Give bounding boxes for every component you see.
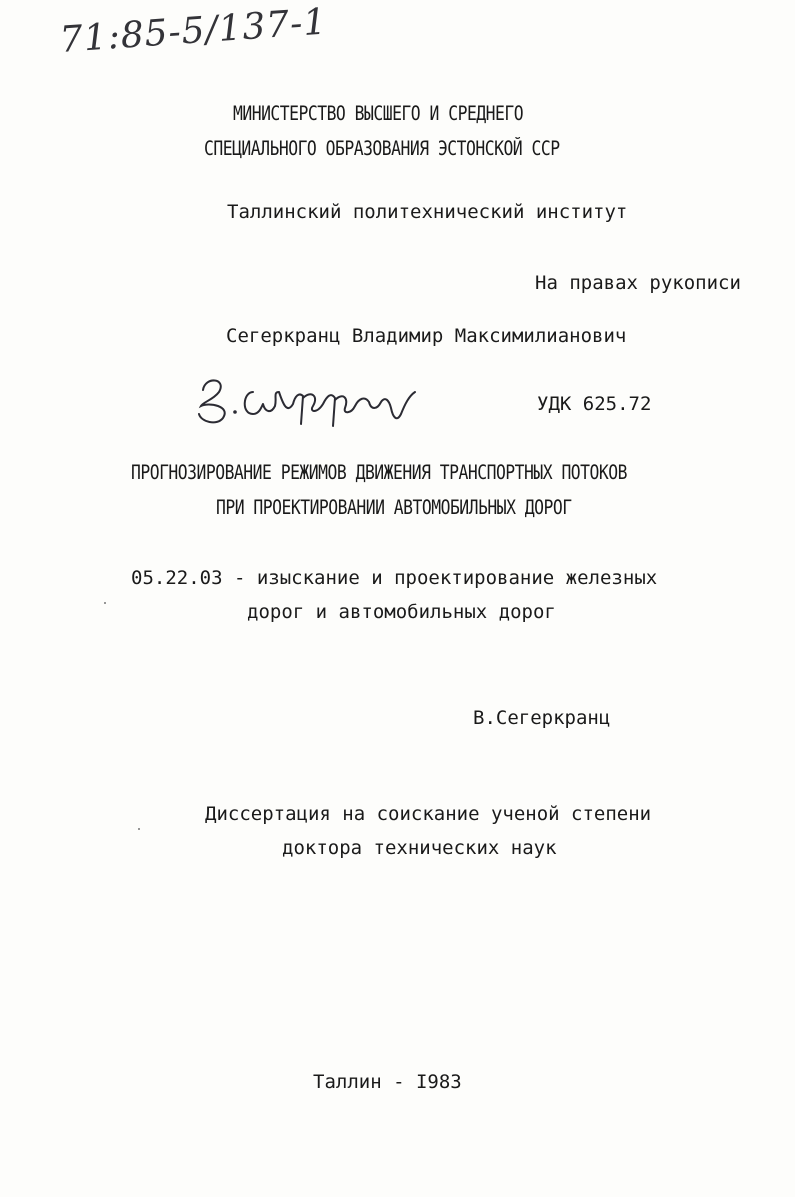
udc-code: УДК 625.72 bbox=[537, 393, 652, 415]
author-short-name: В.Сегеркранц bbox=[473, 707, 611, 729]
ministry-line-2: СПЕЦИАЛЬНОГО ОБРАЗОВАНИЯ ЭСТОНСКОЙ ССР bbox=[204, 137, 560, 160]
rights-note: На правах рукописи bbox=[535, 272, 741, 294]
scan-speck bbox=[104, 602, 106, 604]
ministry-line-1: МИНИСТЕРСТВО ВЫСШЕГО И СРЕДНЕГО bbox=[233, 102, 524, 125]
author-signature bbox=[195, 362, 425, 432]
archive-number: 71:85-5/137-1 bbox=[58, 1, 329, 61]
dissertation-line-1: Диссертация на соискание ученой степени bbox=[205, 803, 652, 825]
specialty-line-1: 05.22.03 - изыскание и проектирование железных bbox=[131, 567, 658, 589]
place-year: Таллин - I983 bbox=[313, 1071, 462, 1093]
specialty-line-2: дорог и автомобильных дорог bbox=[247, 601, 556, 623]
title-line-1: ПРОГНОЗИРОВАНИЕ РЕЖИМОВ ДВИЖЕНИЯ ТРАНСПОРТНЫХ ПОТОКОВ bbox=[131, 461, 627, 484]
scan-speck bbox=[138, 828, 140, 830]
author-full-name: Сегеркранц Владимир Максимилианович bbox=[226, 325, 627, 347]
dissertation-line-2: доктора технических наук bbox=[282, 837, 557, 859]
institute-name: Таллинский политехнический институт bbox=[227, 201, 628, 223]
title-line-2: ПРИ ПРОЕКТИРОВАНИИ АВТОМОБИЛЬНЫХ ДОРОГ bbox=[216, 496, 572, 519]
